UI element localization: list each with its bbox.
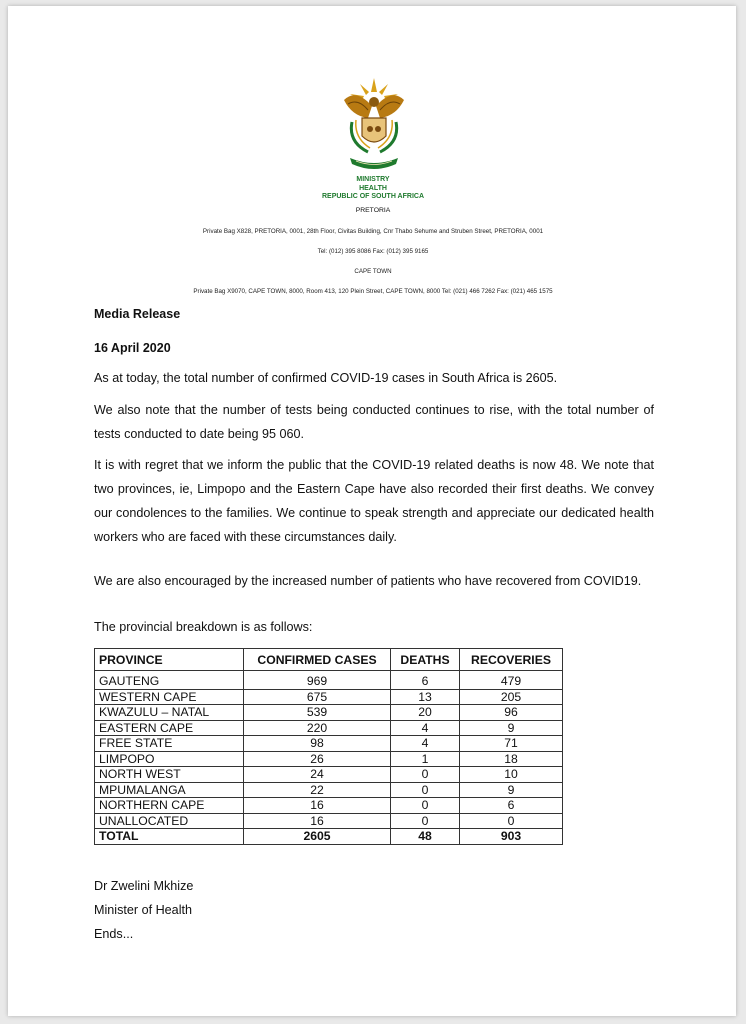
header-province: PROVINCE — [95, 649, 244, 671]
table-row — [95, 813, 563, 829]
release-title: Media Release — [94, 307, 181, 321]
cell-cases: 24 — [244, 767, 391, 783]
table-row — [95, 689, 563, 705]
table-total-row — [95, 829, 563, 845]
cell-province: KWAZULU – NATAL — [95, 705, 244, 721]
paragraph-cases: As at today, the total number of confirmed COVID-19 cases in South Africa is 2605. — [94, 371, 558, 385]
table-row — [95, 720, 563, 736]
provincial-breakdown-table — [94, 648, 563, 845]
table-row — [95, 671, 563, 690]
cell-deaths: 1 — [391, 751, 460, 767]
cell-province: NORTH WEST — [95, 767, 244, 783]
cell-deaths: 4 — [391, 720, 460, 736]
letterhead-pretoria-label: PRETORIA — [355, 207, 391, 214]
table-row — [95, 767, 563, 783]
cell-deaths: 0 — [391, 767, 460, 783]
cell-province: LIMPOPO — [95, 751, 244, 767]
cell-recoveries: 71 — [460, 736, 563, 752]
signatory-title: Minister of Health — [94, 903, 192, 917]
cell-deaths: 13 — [391, 689, 460, 705]
table-header-row — [95, 649, 563, 671]
cell-recoveries: 18 — [460, 751, 563, 767]
table-row — [95, 736, 563, 752]
letterhead-ministry: MINISTRY — [356, 176, 390, 183]
letterhead-health: HEALTH — [359, 184, 387, 192]
total-cases: 2605 — [244, 829, 391, 845]
signatory-name: Dr Zwelini Mkhize — [94, 879, 194, 893]
cell-cases: 22 — [244, 782, 391, 798]
cell-deaths: 6 — [391, 671, 460, 690]
table-row — [95, 751, 563, 767]
coat-of-arms-icon — [338, 78, 410, 176]
cell-cases: 98 — [244, 736, 391, 752]
cell-province: EASTERN CAPE — [95, 720, 244, 736]
cell-recoveries: 6 — [460, 798, 563, 814]
capetown-address: Private Bag X9070, CAPE TOWN, 8000, Room 413, 120 Plein Street, CAPE TOWN, 8000 Tel: (021) 466 7262 Fax: (021) 465 1575 — [193, 288, 553, 295]
paragraph-recoveries: We are also encouraged by the increased number of patients who have recovered from COVID19. — [94, 574, 642, 588]
total-label: TOTAL — [95, 829, 244, 845]
ends-marker: Ends... — [94, 927, 134, 941]
table-row — [95, 705, 563, 721]
cell-cases: 220 — [244, 720, 391, 736]
cell-recoveries: 9 — [460, 720, 563, 736]
cell-deaths: 0 — [391, 798, 460, 814]
cell-recoveries: 0 — [460, 813, 563, 829]
cell-recoveries: 96 — [460, 705, 563, 721]
pretoria-address: Private Bag X828, PRETORIA, 0001, 28th Floor, Civitas Building, Cnr Thabo Sehume and Struben Street, PRETORIA, 0001 — [202, 228, 544, 235]
header-recoveries: RECOVERIES — [460, 649, 563, 671]
total-recoveries: 903 — [460, 829, 563, 845]
paragraph-breakdown-intro: The provincial breakdown is as follows: — [94, 620, 313, 634]
cell-recoveries: 10 — [460, 767, 563, 783]
cell-deaths: 0 — [391, 782, 460, 798]
capetown-label: CAPE TOWN — [354, 268, 392, 275]
table-row — [95, 782, 563, 798]
paragraph-deaths: It is with regret that we inform the public that the COVID-19 related deaths is now 48. We note that two provinces, ie, Limpopo and the Eastern Cape have also recorded their first deaths. We convey our condolences to the families. We continue to speak strength and appreciate our dedicated health workers who are faced with these circumstances daily. — [94, 458, 654, 544]
paragraph-tests: We also note that the number of tests being conducted continues to rise, with the total number of tests conducted to date being 95 060. — [94, 403, 654, 441]
letterhead-country: REPUBLIC OF SOUTH AFRICA — [321, 193, 425, 200]
pretoria-phone: Tel: (012) 395 8086 Fax: (012) 395 9165 — [317, 248, 429, 255]
cell-province: UNALLOCATED — [95, 813, 244, 829]
cell-cases: 16 — [244, 798, 391, 814]
cell-deaths: 4 — [391, 736, 460, 752]
total-deaths: 48 — [391, 829, 460, 845]
cell-cases: 26 — [244, 751, 391, 767]
cell-province: GAUTENG — [95, 671, 244, 690]
header-deaths: DEATHS — [391, 649, 460, 671]
cell-cases: 969 — [244, 671, 391, 690]
cell-cases: 539 — [244, 705, 391, 721]
cell-recoveries: 9 — [460, 782, 563, 798]
cell-recoveries: 479 — [460, 671, 563, 690]
release-date: 16 April 2020 — [94, 341, 171, 355]
cell-province: MPUMALANGA — [95, 782, 244, 798]
header-confirmed-cases: CONFIRMED CASES — [244, 649, 391, 671]
cell-deaths: 0 — [391, 813, 460, 829]
cell-province: NORTHERN CAPE — [95, 798, 244, 814]
cell-deaths: 20 — [391, 705, 460, 721]
table-row — [95, 798, 563, 814]
cell-recoveries: 205 — [460, 689, 563, 705]
cell-cases: 675 — [244, 689, 391, 705]
cell-province: FREE STATE — [95, 736, 244, 752]
cell-cases: 16 — [244, 813, 391, 829]
cell-province: WESTERN CAPE — [95, 689, 244, 705]
